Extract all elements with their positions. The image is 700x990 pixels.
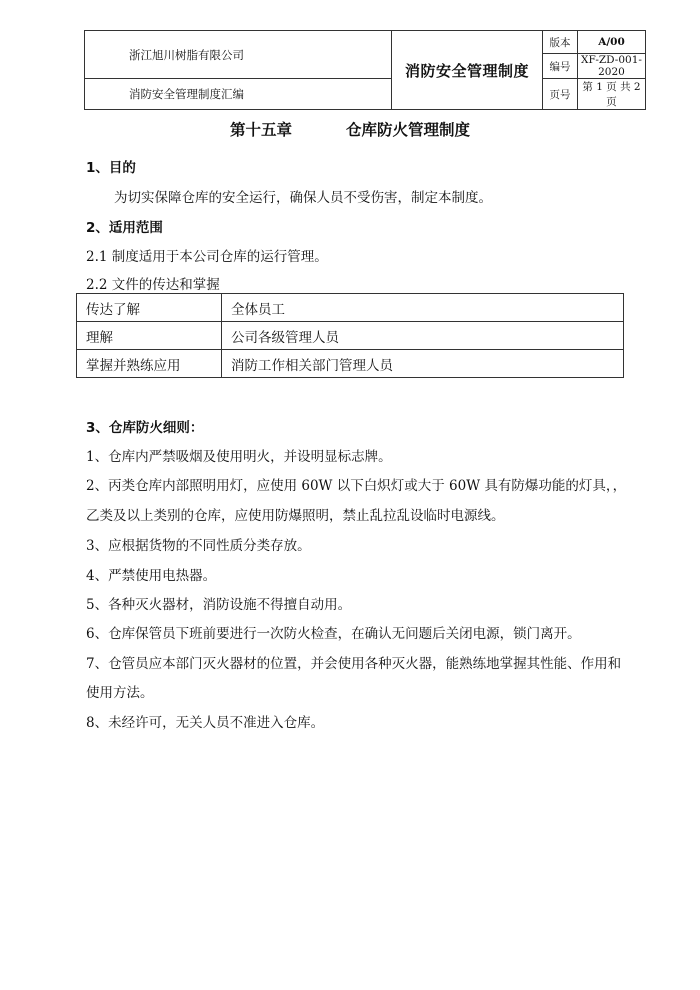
chapter-title: 仓库防火管理制度 [346, 120, 471, 139]
scope-table-personnel: 公司各级管理人员 [222, 322, 624, 350]
rule-item-4: 4、严禁使用电热器。 [86, 568, 217, 584]
scope-table-personnel: 消防工作相关部门管理人员 [222, 350, 624, 378]
rule-item-8: 8、未经许可，无关人员不准进入仓库。 [86, 715, 325, 731]
rule-item-5: 5、各种灭火器材，消防设施不得擅自动用。 [86, 597, 352, 613]
scope-table-level: 理解 [77, 322, 222, 350]
table-row [77, 294, 624, 322]
document-header-table [84, 30, 646, 110]
scope-item-1: 2.1 制度适用于本公司仓库的运行管理。 [86, 249, 328, 265]
version-value: A/00 [578, 31, 646, 54]
chapter-number: 第十五章 [229, 120, 292, 139]
company-name: 浙江旭川树脂有限公司 [85, 31, 392, 79]
section-rules-heading: 3、仓库防火细则： [86, 420, 204, 436]
scope-table-personnel: 全体员工 [222, 294, 624, 322]
table-row [77, 350, 624, 378]
version-label: 版本 [543, 31, 578, 54]
code-label: 编号 [543, 54, 578, 79]
scope-table-level: 掌握并熟练应用 [77, 350, 222, 378]
rule-item-7: 7、仓管员应本部门灭火器材的位置，并会使用各种灭火器，能熟练地掌握其性能、作用和 [86, 656, 622, 672]
scope-table [76, 293, 624, 378]
rule-item-6: 6、仓库保管员下班前要进行一次防火检查，在确认无问题后关闭电源，锁门离开。 [86, 626, 581, 642]
section-scope-heading: 2、适用范围 [86, 220, 163, 236]
rule-item-2-continued: 乙类及以上类别的仓库，应使用防爆照明，禁止乱拉乱设临时电源线。 [86, 508, 505, 524]
rule-item-3: 3、应根据货物的不同性质分类存放。 [86, 538, 311, 554]
compilation-name: 消防安全管理制度汇编 [85, 79, 392, 110]
scope-item-2: 2.2 文件的传达和掌握 [86, 277, 220, 293]
code-value: XF-ZD-001-2020 [578, 54, 646, 79]
rule-item-1: 1、仓库内严禁吸烟及使用明火，并设明显标志牌。 [86, 449, 392, 465]
page-label: 页号 [543, 79, 578, 110]
rule-item-7-continued: 使用方法。 [86, 685, 154, 701]
page-number: 第 1 页 共 2 页 [578, 79, 646, 110]
rule-item-2: 2、丙类仓库内部照明用灯，应使用 60W 以下白炽灯或大于 60W 具有防爆功能的灯具，， [86, 478, 627, 494]
scope-table-level: 传达了解 [77, 294, 222, 322]
document-title: 消防安全管理制度 [392, 31, 543, 110]
table-row [77, 322, 624, 350]
section-purpose-text: 为切实保障仓库的安全运行，确保人员不受伤害，制定本制度。 [114, 190, 492, 206]
chapter-heading [0, 118, 700, 140]
section-purpose-heading: 1、目的 [86, 160, 136, 176]
